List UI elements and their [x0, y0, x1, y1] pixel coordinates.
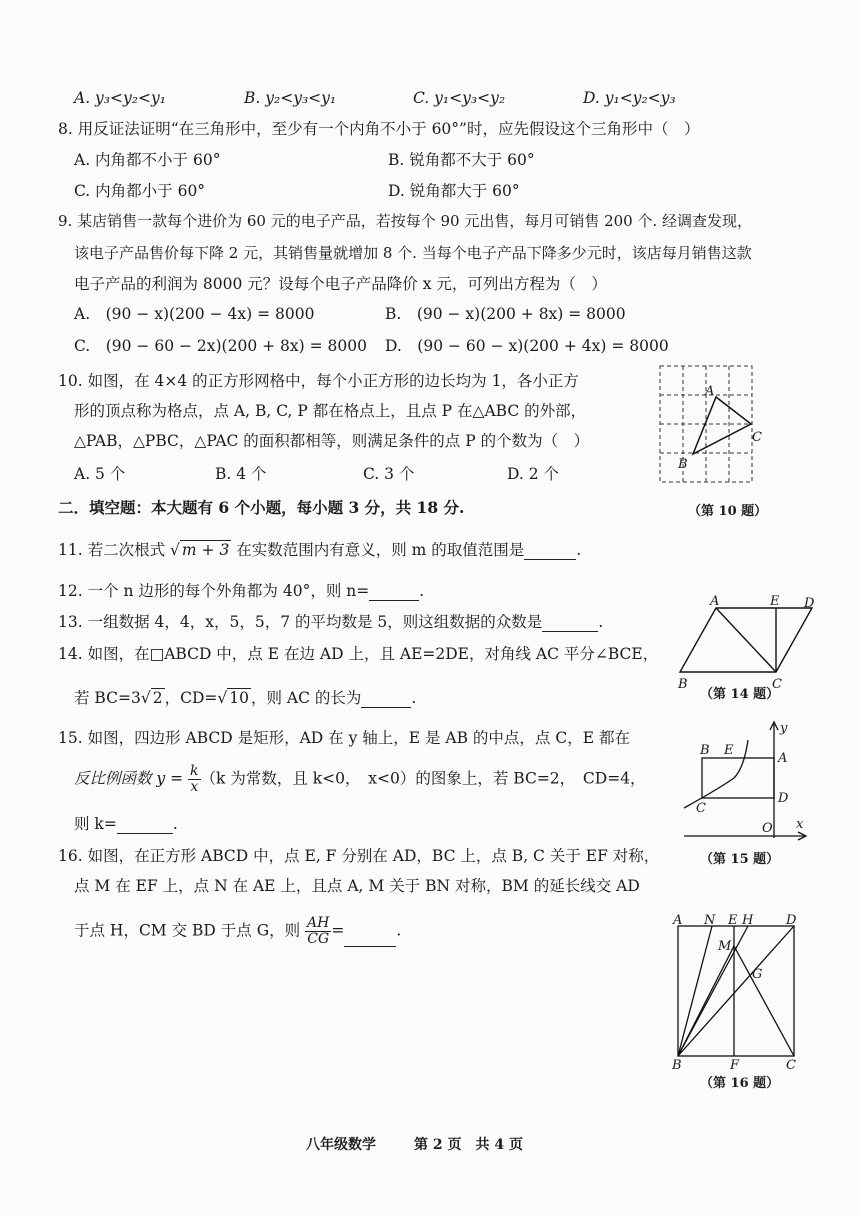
q7-option-b: B. y₂<y₃<y₁ — [244, 89, 337, 107]
q9-option-a: A. (90 − x)(200 − 4x) = 8000 — [74, 305, 315, 323]
fig14-label-c: C — [772, 677, 782, 692]
q11-text: 11. 若二次根式 √ m + 3 在实数范围内有意义，则 m 的取值范围是 . — [58, 541, 582, 559]
fig16-label-d: D — [786, 913, 797, 928]
q15-line3: 则 k= . — [74, 815, 178, 833]
q14-line1: 14. 如图，在□ABCD 中，点 E 在边 AD 上，且 AE=2DE，对角线 AC 平分∠BCE， — [58, 645, 659, 663]
q16-line3: 于点 H，CM 交 BD 于点 G，则 $\frac{AH}{CG}$ = . — [74, 915, 402, 947]
section-2-heading: 二．填空题：本大题有 6 个小题，每小题 3 分，共 18 分. — [58, 498, 465, 517]
q15-line1: 15. 如图，四边形 ABCD 是矩形，AD 在 y 轴上，E 是 AB 的中点，点 C，E 都在 — [58, 729, 630, 747]
q14-cd: ，CD= — [164, 689, 218, 707]
figure-10-grid — [656, 362, 762, 487]
q9-line3: 电子产品的利润为 8000 元？设每个电子产品降价 x 元，可列出方程为（ ） — [74, 275, 607, 293]
q16-fraction — [305, 916, 331, 947]
fig14-label-b: B — [678, 677, 688, 692]
q10-option-d: D. 2 个 — [507, 465, 560, 483]
fig14-label-e: E — [770, 594, 780, 609]
fig16-label-n: N — [704, 913, 716, 928]
q7-option-d: D. y₁<y₂<y₃ — [583, 89, 676, 107]
fig10-label-b: B — [678, 457, 688, 472]
q15-cond: （k 为常数，且 k<0， x<0）的图象上，若 BC=2， CD=4， — [200, 769, 646, 788]
q11-radicand: m + 3 — [181, 541, 230, 559]
q11-post: 在实数范围内有意义，则 m 的取值范围是 — [231, 541, 525, 559]
q10-line2: 形的顶点称为格点，点 A, B, C, P 都在格点上，且点 P 在△ABC 的外部， — [74, 402, 587, 420]
figure-16-square — [670, 912, 800, 1072]
figure-15-graph — [680, 718, 810, 843]
q13-stem: 13. 一组数据 4，4，x，5，5，7 的平均数是 5，则这组数据的众数是 — [58, 613, 543, 631]
q13-answer-blank[interactable] — [542, 616, 598, 632]
q15-func: 反比例函数 y = — [74, 769, 184, 788]
footer-subject: 八年级数学 — [306, 1137, 376, 1153]
q8-option-d: D. 锐角都大于 60° — [388, 182, 520, 200]
q14-rad1: 2 — [152, 689, 163, 707]
q8-option-b: B. 锐角都不大于 60° — [388, 151, 535, 169]
q12-text: 12. 一个 n 边形的每个外角都为 40°，则 n= . — [58, 582, 425, 600]
q15-ask: 则 k= — [74, 815, 117, 833]
q16-eq: = — [331, 921, 345, 940]
fig15-label-x: x — [796, 817, 804, 832]
figure-10-caption: （第 10 题） — [688, 504, 768, 519]
q13-text: 13. 一组数据 4，4，x，5，5，7 的平均数是 5，则这组数据的众数是 . — [58, 613, 604, 631]
q14-line2: 若 BC=3√ 2 ，CD=√ 10 ，则 AC 的长为 . — [74, 689, 417, 707]
q16-line1: 16. 如图，在正方形 ABCD 中，点 E, F 分别在 AD，BC 上，点 B, C 关于 EF 对称， — [58, 847, 660, 865]
fig15-label-e: E — [724, 743, 734, 758]
q12-answer-blank[interactable] — [369, 585, 419, 601]
q14-bc: 若 BC=3 — [74, 689, 141, 707]
q10-option-c: C. 3 个 — [363, 465, 415, 483]
q8-option-c: C. 内角都小于 60° — [74, 182, 206, 200]
q9-line1: 9. 某店销售一款每个进价为 60 元的电子产品，若按每个 90 元出售，每月可销售 200 个. 经调查发现， — [58, 212, 753, 230]
figure-15-caption: （第 15 题） — [700, 852, 780, 867]
fig16-label-b: B — [672, 1058, 682, 1073]
q11-pre: 11. 若二次根式 — [58, 541, 171, 559]
q7-option-c: C. y₁<y₃<y₂ — [413, 89, 506, 107]
q9-option-c: C. (90 − 60 − 2x)(200 + 8x) = 8000 — [74, 337, 367, 355]
q9-option-d: D. (90 − 60 − x)(200 + 4x) = 8000 — [385, 337, 669, 355]
fig16-label-m: M — [718, 939, 732, 954]
q9-line2: 该电子产品售价每下降 2 元，其销售量就增加 8 个. 当每个电子产品下降多少元时，该店每月销售这款 — [74, 244, 752, 262]
q16-ask: 于点 H，CM 交 BD 于点 G，则 — [74, 921, 301, 940]
q15-frac-num: k — [190, 763, 199, 779]
q14-ask: ，则 AC 的长为 — [251, 689, 362, 707]
fig15-label-y: y — [780, 721, 788, 736]
fig10-label-c: C — [752, 430, 762, 445]
q8-option-a: A. 内角都不小于 60° — [74, 151, 221, 169]
fig16-label-f: F — [730, 1058, 740, 1073]
fig15-label-a: A — [778, 751, 788, 766]
fig16-label-e: E — [728, 913, 738, 928]
q16-frac-den: CG — [307, 931, 330, 947]
footer-page: 第 2 页 共 4 页 — [414, 1137, 523, 1153]
fig14-label-a: A — [710, 594, 720, 609]
q10-line3: △PAB，△PBC，△PAC 的面积都相等，则满足条件的点 P 的个数为（ ） — [74, 432, 590, 450]
q8-stem: 8. 用反证法证明“在三角形中，至少有一个内角不小于 60°”时，应先假设这个三角形中（ ） — [58, 120, 700, 138]
fig16-label-h: H — [742, 913, 754, 928]
fig14-label-d: D — [804, 596, 815, 611]
fig15-label-b: B — [700, 743, 710, 758]
q7-option-a: A. y₃<y₂<y₁ — [74, 89, 166, 107]
q11-answer-blank[interactable] — [524, 544, 576, 560]
fig15-label-d: D — [778, 791, 789, 806]
q15-answer-blank[interactable] — [117, 818, 173, 834]
q15-frac-den: x — [190, 779, 199, 795]
q16-answer-blank[interactable] — [344, 931, 396, 947]
q10-line1: 10. 如图，在 4×4 的正方形网格中，每个小正方形的边长均为 1，各小正方 — [58, 372, 579, 390]
figure-16-caption: （第 16 题） — [700, 1076, 780, 1091]
q15-line2 — [74, 764, 646, 795]
q16-line2: 点 M 在 EF 上，点 N 在 AE 上，且点 A, M 关于 BN 对称，BM 的延长线交 AD — [74, 877, 640, 895]
q12-stem: 12. 一个 n 边形的每个外角都为 40°，则 n= — [58, 582, 370, 600]
q14-rad2: 10 — [229, 689, 249, 707]
figure-14-caption: （第 14 题） — [700, 687, 780, 702]
q10-option-b: B. 4 个 — [215, 465, 267, 483]
fig15-label-o: O — [762, 821, 773, 836]
q9-option-b: B. (90 − x)(200 + 8x) = 8000 — [385, 305, 626, 323]
q10-option-a: A. 5 个 — [74, 465, 126, 483]
fig15-label-c: C — [696, 801, 706, 816]
q16-frac-num: AH — [307, 915, 330, 931]
fig16-label-g: G — [752, 967, 763, 982]
fig10-label-a: A — [705, 384, 715, 399]
fig16-label-c: C — [786, 1058, 796, 1073]
figure-14-parallelogram — [676, 592, 826, 692]
q15-fraction — [188, 764, 200, 795]
fig16-label-a: A — [673, 913, 683, 928]
q14-answer-blank[interactable] — [361, 692, 411, 708]
